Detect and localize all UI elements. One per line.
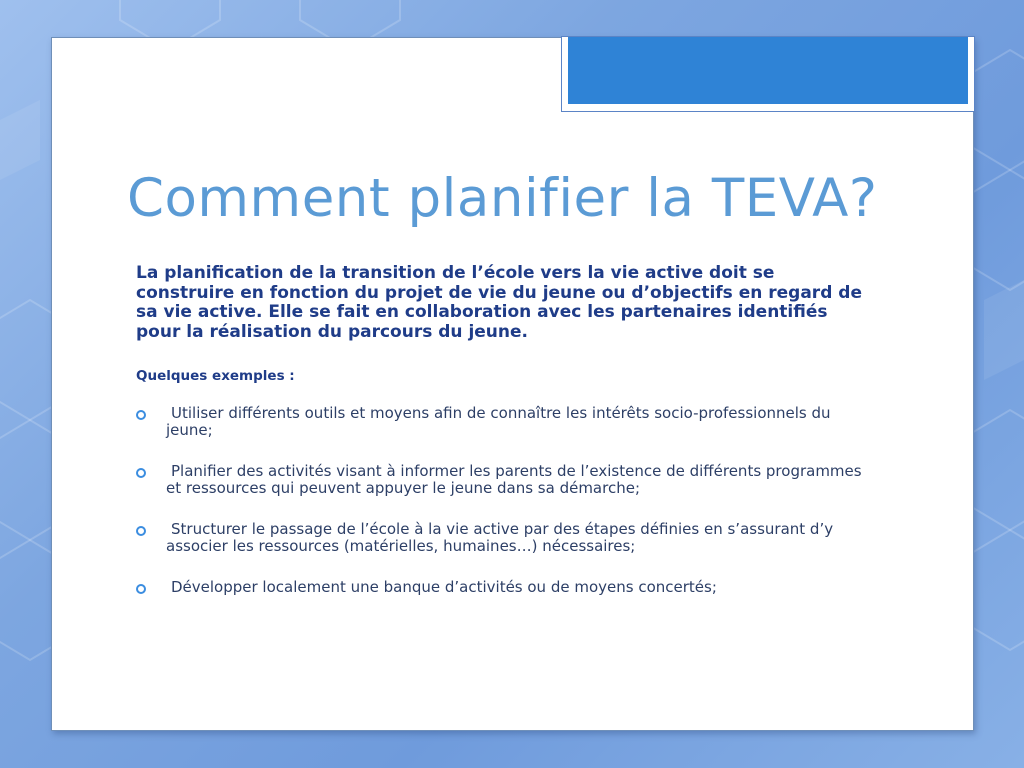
hollow-circle-bullet-icon xyxy=(136,584,146,594)
list-item xyxy=(136,463,876,497)
accent-bar-frame xyxy=(561,36,975,112)
examples-label: Quelques exemples : xyxy=(136,368,295,384)
hollow-circle-bullet-icon xyxy=(136,410,146,420)
examples-list xyxy=(136,405,876,620)
list-item xyxy=(136,579,876,596)
list-item-text: Planifier des activités visant à informer les parents de l’existence de différents programmes et ressources qui peuvent appuyer le jeune dans sa démarche; xyxy=(166,462,862,497)
list-item-text: Utiliser différents outils et moyens afin de connaître les intérêts socio-professionnels du jeune; xyxy=(166,404,831,439)
list-item xyxy=(136,405,876,439)
list-item-text: Développer localement une banque d’activités ou de moyens concertés; xyxy=(171,578,717,596)
hollow-circle-bullet-icon xyxy=(136,526,146,536)
hollow-circle-bullet-icon xyxy=(136,468,146,478)
intro-paragraph: La planification de la transition de l’école vers la vie active doit se construire en fonction du projet de vie du jeune ou d’objectifs en regard de sa vie active. Elle se fait en collaboration avec les partenaires identifiés pour la réalisation du parcours du jeune. xyxy=(136,263,862,342)
slide-title: Comment planifier la TEVA? xyxy=(127,168,878,229)
accent-bar xyxy=(568,37,968,104)
slide-panel xyxy=(51,37,974,731)
list-item-text: Structurer le passage de l’école à la vie active par des étapes définies en s’assurant d’y associer les ressources (matérielles, humaines…) nécessaires; xyxy=(166,520,834,555)
list-item xyxy=(136,521,876,555)
